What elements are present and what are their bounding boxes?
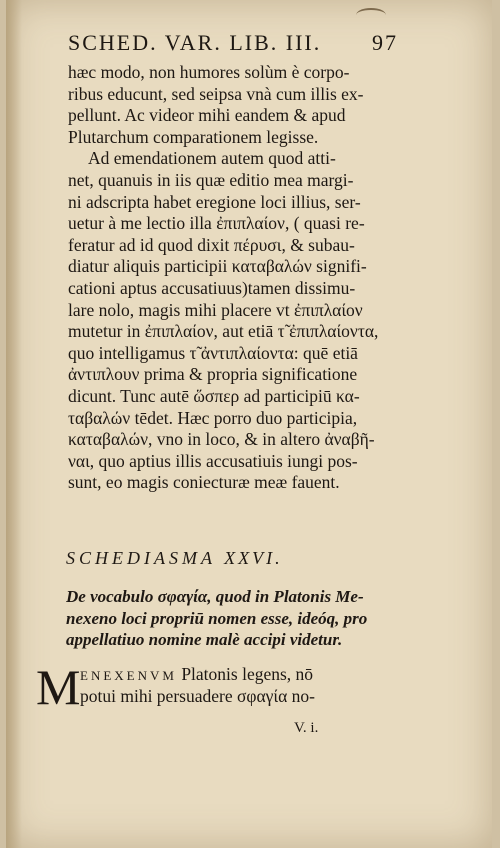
text-line: ναι, quo aptius illis accusatiuis iungi pos- [68,450,358,471]
text-line: lare nolo, magis mihi placere vt ἐπιπλαίον [68,299,363,320]
text-line: net, quanuis in iis quæ editio mea margi- [68,169,354,190]
subject-line: De vocabulo σφαγία, quod in Platonis Me- [66,587,364,606]
text-line: hæc modo, non humores solùm è corpo- [68,62,350,82]
text-line: mutetur in ἐπιπλαίον, aut etiā τ̃ ἐπιπλαίοντα, [68,321,379,342]
text-line: diatur aliquis participii καταβαλών signifi- [68,256,367,277]
section-heading-label: SCHEDIASMA [66,548,216,568]
page-gutter-shadow [6,0,22,848]
running-header [68,30,398,62]
subject-line: appellatiuo nomine malè accipi videtur. [66,630,343,650]
section-heading [66,548,396,569]
text-line: Ad emendationem autem quod atti- [88,148,336,169]
subject-line: nexeno loci propriū nomen esse, ideóq, pro [66,608,368,628]
text-line [36,664,398,686]
text-line: pellunt. Ac videor mihi eandem & apud [68,105,346,126]
line-rest: Platonis legens, nō [176,664,314,684]
top-ornament [356,8,386,22]
main-text [68,62,398,494]
section-subject [66,586,396,651]
text-line: quo intelligamus τ̃ ἀντιπλαίοντα: quē etiā [68,342,358,363]
text-line: ni adscripta habet eregione loci illius, ser- [68,191,361,212]
paragraph-2 [68,148,398,494]
text-line: ἀντιπλουν prima & propria significatione [68,364,358,385]
paragraph-3 [36,659,398,715]
running-title: SCHED. VAR. LIB. III. [68,30,322,55]
section-number: XXVI. [224,548,283,568]
text-line: dicunt. Tunc autē ὥσπερ ad participiū κα- [68,385,360,406]
text-line: ταβαλών tēdet. Hæc porro duo participia, [68,407,358,428]
page-number: 97 [372,30,398,55]
paragraph-1 [68,62,398,148]
text-line: καταβαλών, vno in loco, & in altero ἀναβῆ- [68,429,375,450]
text-line: potui mihi persuadere σφαγία no- [80,685,315,706]
signature-mark: V. i. [294,720,319,736]
small-caps-word: ENEXENVM [80,668,177,683]
drop-cap: M [36,659,81,715]
text-line: sunt, eo magis coniecturæ meæ fauent. [68,472,340,493]
text-line: Plutarchum comparationem legisse. [68,126,319,147]
text-line: uetur à me lectio illa ἐπιπλαίον, ( quasi re- [68,213,365,234]
text-line: ribus educunt, sed seipsa vnà cum illis ex- [68,83,364,104]
book-page [6,0,492,848]
text-line: cationi aptus accusatiuus)tamen dissimu- [68,277,356,298]
text-line: feratur ad id quod dixit πέρυσι, & subau- [68,234,355,255]
